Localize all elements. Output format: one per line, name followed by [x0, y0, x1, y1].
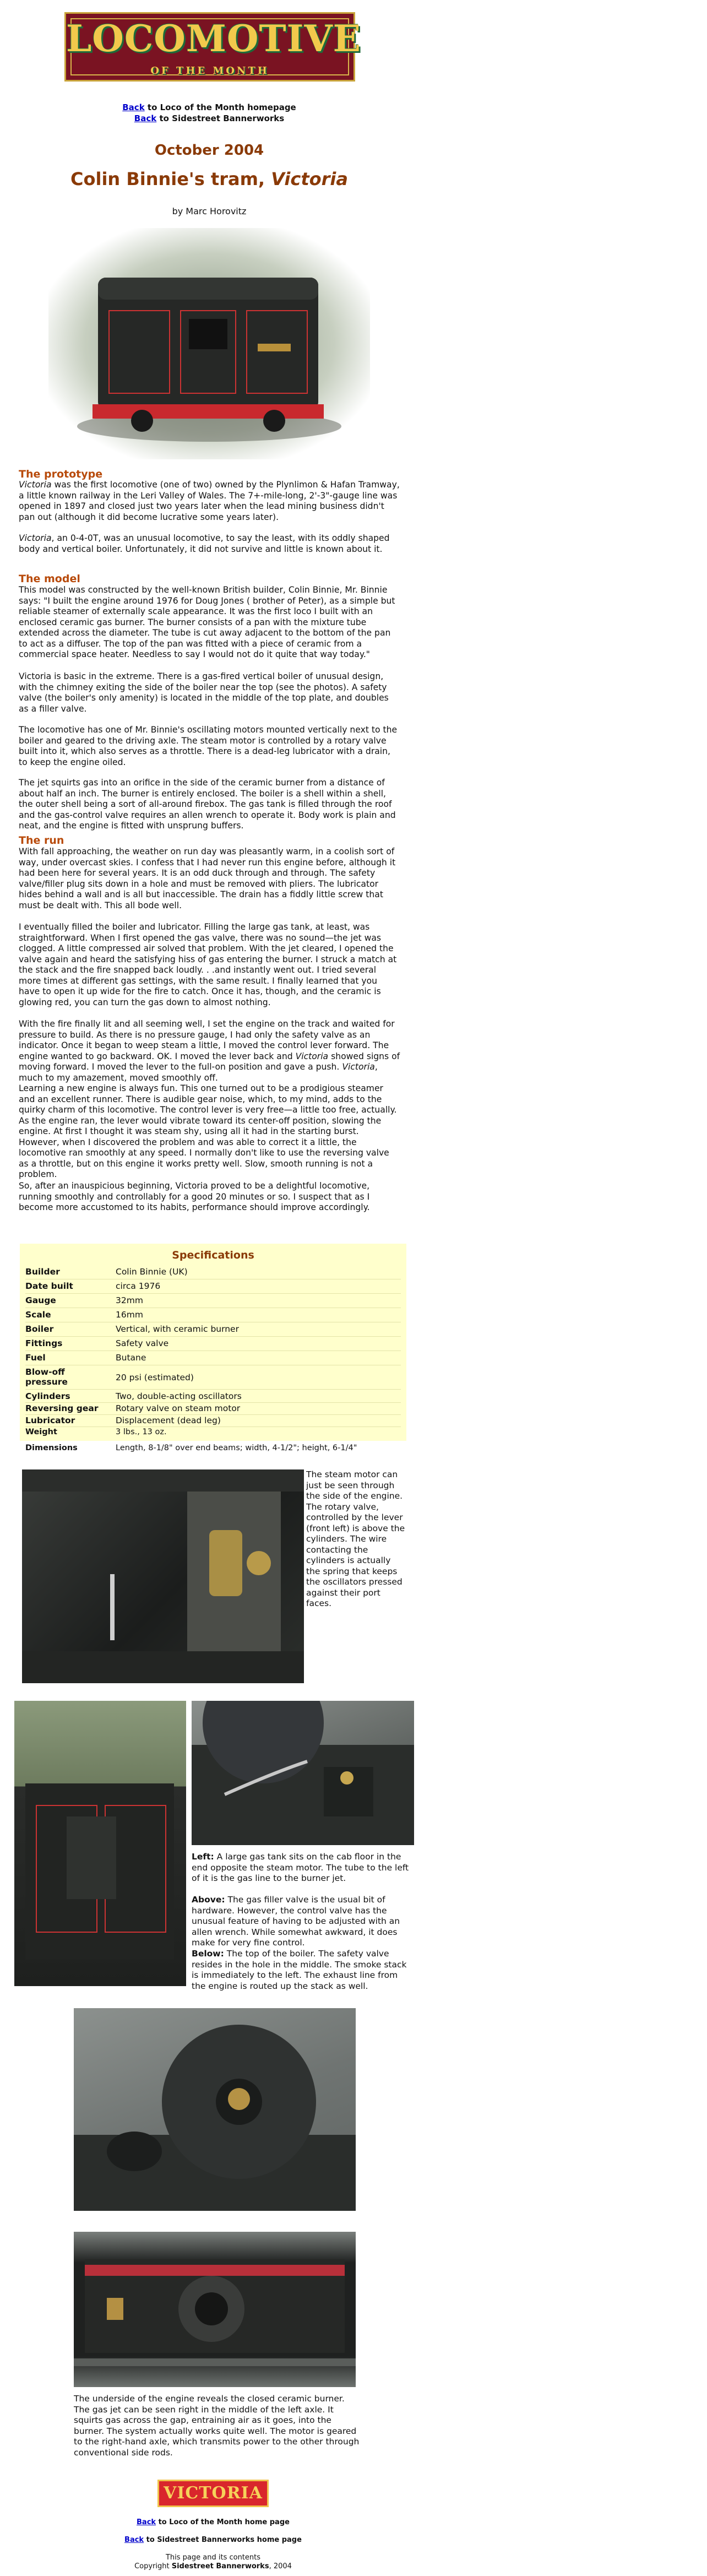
spec-label: Reversing gear — [25, 1403, 99, 1413]
photo-boiler-top — [74, 2008, 356, 2211]
logo-main-text: LOCOMOTIVE — [66, 17, 361, 60]
spec-label: Blow-off pressure — [25, 1367, 68, 1387]
spec-label: Fuel — [25, 1353, 46, 1363]
spec-divider — [25, 1402, 401, 1403]
back-to-sidestreet-home-page-link[interactable]: Back — [124, 2536, 144, 2544]
title-plain: Colin Binnie's tram, — [70, 169, 271, 189]
model-paragraph-3: The locomotive has one of Mr. Binnie's oscillating motors mounted vertically next to the boiler and geared to the driving axle. The steam motor is controlled by a rotary valve built into it, which also serves as a throttle. There is a dead-leg lubricator with a drain, to keep the engine oiled. — [19, 725, 398, 767]
specifications-table — [20, 1244, 406, 1441]
nameplate-text: VICTORIA — [164, 2483, 263, 2503]
spec-label: Gauge — [25, 1295, 56, 1305]
tram-illustration — [48, 228, 370, 459]
footer-line-1: This page and its contents — [165, 2553, 261, 2562]
caption-below — [192, 1949, 414, 1992]
prototype-italic-1: Victoria — [19, 480, 52, 490]
logo-sub-text: OF THE MONTH — [150, 65, 269, 77]
heading-run: The run — [19, 834, 64, 847]
caption-left — [192, 1852, 414, 1884]
copyright-prefix: Copyright — [134, 2562, 172, 2570]
title-italic: Victoria — [271, 169, 348, 189]
prototype-text-2: , an 0-4-0T, was an unusual locomotive, to say the least, with its oddly shaped body and vertical boiler. Unfortunately, it did not survive and little is known about it. — [19, 533, 390, 554]
footer-copyright — [0, 2562, 426, 2570]
caption-above-text: The gas filler valve is the usual bit of hardware. However, the control valve has the unusual feature of having to be adjusted with an allen wrench. While somewhat awkward, it does make for very fine control. — [192, 1895, 400, 1948]
spec-value: Butane — [116, 1353, 146, 1363]
spec-label: Scale — [25, 1310, 51, 1320]
back-to-loco-home-page-link[interactable]: Back — [137, 2518, 156, 2526]
run-paragraph-5: So, after an inauspicious beginning, Victoria proved to be a delightful locomotive, running smoothly and controllably for a good 20 minutes or so. I suspect that as I become more accustomed to its habits, performance should improve accordingly. — [19, 1181, 370, 1212]
nav-text-1: to Loco of the Month homepage — [144, 102, 296, 112]
byline: by Marc Horovitz — [172, 206, 247, 216]
spec-value: 16mm — [116, 1310, 143, 1320]
caption-left-text: A large gas tank sits on the cab floor in the end opposite the steam motor. The tube to the left of it is the gas line to the burner jet. — [192, 1852, 409, 1883]
run-paragraph-1: With fall approaching, the weather on run day was pleasantly warm, in a coolish sort of way, under overcast skies. I confess that I had never run this engine before, although it had been here for several years. It is an odd duck through and through. The safety valve/filler plug sits down in a hole and must be removed with pliers. The lubricator hides behind a wall and is all but inaccessible. The drain has a fiddly little screw that must be dealt with. This all bode well. — [19, 847, 396, 910]
run-text-3b: showed signs of moving forward. I moved the lever to the full-on position and gave a push. — [19, 1051, 400, 1072]
caption-below-text: The top of the boiler. The safety valve resides in the hole in the middle. The smoke stack is immediately to the left. The exhaust line from the engine is routed up the stack as well. — [192, 1949, 407, 1991]
nav-text-2: to Sidestreet Bannerworks — [156, 113, 285, 123]
boiler-top-illustration — [74, 2008, 356, 2211]
spec-label: Builder — [25, 1267, 60, 1277]
spec-divider — [25, 1293, 401, 1294]
heading-prototype: The prototype — [19, 468, 103, 480]
caption-underside: The underside of the engine reveals the closed ceramic burner. The gas jet can be seen right in the middle of the left axle. It squirts gas across the gap, entraining air as it goes, into the burner. The system actually works quite well. The motor is geared to the right-hand axle, which transmits power to the other through conventional side rods. — [74, 2394, 360, 2458]
victoria-nameplate — [157, 2480, 269, 2507]
heading-model: The model — [19, 573, 80, 585]
run-text-3c: , much to my amazement, moved smoothly off. — [19, 1062, 378, 1083]
prototype-paragraph-2 — [19, 533, 401, 555]
locomotive-of-the-month-logo — [64, 12, 361, 82]
spec-divider — [25, 1414, 401, 1415]
spec-value: Colin Binnie (UK) — [116, 1267, 188, 1277]
prototype-italic-2: Victoria — [19, 533, 52, 543]
spec-divider — [25, 1389, 401, 1390]
run-paragraph-3 — [19, 1019, 401, 1083]
spec-label: Dimensions — [25, 1444, 78, 1452]
photo-steam-motor — [22, 1469, 304, 1683]
footer-nav-line-2 — [0, 2536, 426, 2544]
caption-left-label: Left: — [192, 1852, 214, 1862]
model-paragraph-1: This model was constructed by the well-known British builder, Colin Binnie, Mr. Binnie says: "I built the engine around 1976 for Doug Jones ( brother of Peter), as a simple but reliable steamer of externally scale appearance. It was the first loco I built with an enclosed ceramic gas burner. The burner consists of a pan with the mixture tube extended across the diameter. The tube is cut away adjacent to the bottom of the pan to act as a diffuser. The top of the pan was fitted with a piece of ceramic from a commercial space heater. Needless to say I would not do it quite that way today." — [19, 585, 395, 659]
copyright-year: , 2004 — [269, 2562, 292, 2570]
spec-label: Weight — [25, 1428, 57, 1436]
footer-nav-text-1: to Loco of the Month home page — [156, 2518, 290, 2526]
spec-value: 20 psi (estimated) — [116, 1373, 194, 1382]
model-paragraph-2: Victoria is basic in the extreme. There is a gas-fired vertical boiler of unusual design, with the chimney exiting the side of the boiler near the top (see the photos). A safety valve (the boiler's only amenity) is located in the middle of the top plate, and doubles as a filler valve. — [19, 671, 389, 714]
spec-row — [25, 1367, 400, 1389]
nav-top-line-2 — [0, 113, 418, 123]
spec-value: Length, 8-1/8" over end beams; width, 4-1/2"; height, 6-1/4" — [116, 1444, 357, 1452]
run-italic-3b: Victoria — [342, 1062, 375, 1072]
prototype-text-1: was the first locomotive (one of two) owned by the Plynlimon & Hafan Tramway, a little known railway in the Leri Valley of Wales. The 7+-mile-long, 2'-3"-gauge line was opened in 1897 and closed just two years later when the lead mining business didn't pan out (although it did become lucrative some years later). — [19, 480, 400, 522]
filler-valve-illustration — [192, 1701, 414, 1845]
footer-nav-text-2: to Sidestreet Bannerworks home page — [144, 2536, 302, 2544]
run-paragraph-4: Learning a new engine is always fun. This one turned out to be a prodigious steamer and an excellent runner. There is audible gear noise, which, to my mind, adds to the quirky charm of this locomotive. The control lever is very free—a little too free, actually. As the engine ran, the lever would vibrate toward its center-off position, slowing the engine. At first I thought it was steam shy, using all it had in the starting burst. However, when I discovered the problem and was able to correct it a little, the locomotive ran smoothly at any speed. I normally don't like to use the reversing valve as a throttle, but on this engine it works pretty well. Slow, smooth running is not a problem. — [19, 1083, 397, 1179]
spec-label: Fittings — [25, 1338, 63, 1348]
back-to-loco-homepage-link[interactable]: Back — [122, 102, 145, 112]
run-text-3a: With the fire finally lit and all seeming well, I set the engine on the track and waited for pressure to build. As there is no pressure gauge, I had only the safety valve as an indicator. Once it began to weep steam a little, I moved the control lever forward. The engine wanted to go backward. OK. I moved the lever back and — [19, 1019, 395, 1061]
caption-steam-motor: The steam motor can just be seen through the side of the engine. The rotary valve, controlled by the lever (front left) is above the cylinders. The wire contacting the cylinders is actually the spring that keeps the oscillators pressed against their port faces. — [306, 1469, 405, 1608]
spec-value: Rotary valve on steam motor — [116, 1403, 241, 1413]
caption-above — [192, 1895, 414, 1949]
spec-value: Safety valve — [116, 1338, 169, 1348]
page-title — [0, 169, 418, 189]
spec-label: Date built — [25, 1281, 73, 1291]
spec-value: Displacement (dead leg) — [116, 1416, 221, 1425]
spec-value: Two, double-acting oscillators — [116, 1391, 242, 1401]
issue-month: October 2004 — [154, 142, 264, 159]
run-italic-3a: Victoria — [295, 1051, 329, 1061]
model-paragraph-4: The jet squirts gas into an orifice in the side of the ceramic burner from a distance of about half an inch. The burner is entirely enclosed. The boiler is a shell within a shell, the outer shell being a sort of all-around firebox. The gas tank is filled through the roof and the gas-control valve requires an allen wrench to operate it. Body work is plain and neat, and the engine is fitted with unsprung buffers. — [19, 778, 396, 831]
steam-motor-illustration — [22, 1469, 304, 1683]
photo-filler-valve — [192, 1701, 414, 1845]
photo-underside — [74, 2232, 356, 2387]
spec-value: Vertical, with ceramic burner — [116, 1324, 239, 1334]
back-to-sidestreet-link[interactable]: Back — [134, 113, 157, 123]
specifications-title: Specifications — [172, 1249, 254, 1261]
photo-gas-tank — [14, 1701, 186, 1986]
gas-tank-illustration — [14, 1701, 186, 1986]
caption-above-label: Above: — [192, 1895, 225, 1905]
footer-nav-line-1 — [0, 2518, 426, 2526]
spec-value: 3 lbs., 13 oz. — [116, 1428, 167, 1436]
hero-photo-victoria — [48, 228, 370, 459]
spec-label: Boiler — [25, 1324, 54, 1334]
caption-below-label: Below: — [192, 1949, 224, 1959]
spec-divider — [25, 1336, 401, 1337]
spec-value: circa 1976 — [116, 1281, 161, 1291]
spec-label: Lubricator — [25, 1416, 75, 1425]
spec-value: 32mm — [116, 1295, 143, 1305]
nav-top-line-1 — [0, 102, 418, 112]
underside-illustration — [74, 2232, 356, 2387]
copyright-owner: Sidestreet Bannerworks — [171, 2562, 269, 2570]
run-paragraph-2: I eventually filled the boiler and lubricator. Filling the large gas tank, at least, was straightforward. When I first opened the gas valve, there was no sound—the jet was clogged. A little compressed air solved that problem. With the jet cleared, I opened the valve again and heard the satisfying hiss of gas entering the burner. I struck a match at the stack and the fire snapped back loudly. . .and instantly went out. I tried several more times at different gas settings, with the same result. I finally learned that you have to open it up wide for the fire to catch. Once it has, though, and the ceramic is glowing red, you can turn the gas down to almost nothing. — [19, 922, 397, 1007]
prototype-paragraph-1 — [19, 480, 401, 523]
spec-label: Cylinders — [25, 1391, 70, 1401]
